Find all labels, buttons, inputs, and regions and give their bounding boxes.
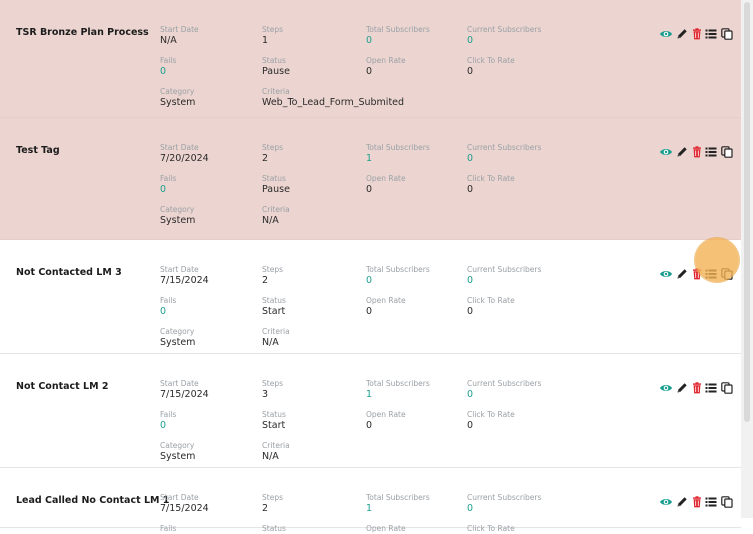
click-to-rate-label: Click To Rate <box>467 410 515 419</box>
current-subscribers-value[interactable]: 0 <box>467 389 474 400</box>
process-row <box>0 240 741 354</box>
steps-value: 3 <box>262 389 269 400</box>
pencil-icon[interactable] <box>675 267 689 281</box>
fails-field <box>160 174 176 196</box>
fails-value[interactable]: 0 <box>160 184 167 195</box>
start-date-value: 7/20/2024 <box>160 153 209 164</box>
status-field <box>262 174 290 196</box>
open-rate-field <box>366 296 406 318</box>
fails-field <box>160 296 176 318</box>
total-subscribers-label: Total Subscribers <box>366 265 430 274</box>
start-date-field <box>160 379 209 401</box>
click-to-rate-label: Click To Rate <box>467 56 515 65</box>
start-date-label: Start Date <box>160 265 199 274</box>
criteria-value: N/A <box>262 215 279 226</box>
list-icon[interactable] <box>704 145 718 159</box>
fails-field <box>160 524 176 534</box>
steps-field <box>262 493 283 515</box>
click-to-rate-value: 0 <box>467 184 474 195</box>
click-to-rate-label: Click To Rate <box>467 174 515 183</box>
click-to-rate-value: 0 <box>467 66 474 77</box>
criteria-label: Criteria <box>262 327 290 336</box>
pencil-icon[interactable] <box>675 145 689 159</box>
process-row <box>0 468 741 533</box>
eye-icon[interactable] <box>659 27 673 41</box>
click-to-rate-value: 0 <box>467 420 474 431</box>
total-subscribers-value[interactable]: 1 <box>366 153 373 164</box>
pencil-icon[interactable] <box>675 381 689 395</box>
start-date-label: Start Date <box>160 25 199 34</box>
criteria-field <box>262 441 290 463</box>
total-subscribers-value[interactable]: 0 <box>366 275 373 286</box>
start-date-field <box>160 265 209 287</box>
start-date-value: 7/15/2024 <box>160 275 209 286</box>
fails-label: Fails <box>160 174 177 183</box>
process-name: TSR Bronze Plan Process <box>16 27 149 38</box>
current-subscribers-field <box>467 493 541 515</box>
start-date-label: Start Date <box>160 143 199 152</box>
trash-icon[interactable] <box>690 27 704 41</box>
click-to-rate-label: Click To Rate <box>467 296 515 305</box>
current-subscribers-field <box>467 379 541 401</box>
fails-value[interactable]: 0 <box>160 66 167 77</box>
total-subscribers-value[interactable]: 1 <box>366 503 373 514</box>
current-subscribers-field <box>467 265 541 287</box>
category-label: Category <box>160 205 195 214</box>
row-actions <box>659 145 739 161</box>
total-subscribers-label: Total Subscribers <box>366 143 430 152</box>
open-rate-label: Open Rate <box>366 410 406 419</box>
steps-label: Steps <box>262 379 283 388</box>
total-subscribers-field <box>366 265 430 287</box>
open-rate-field <box>366 174 406 196</box>
total-subscribers-label: Total Subscribers <box>366 493 430 502</box>
status-field <box>262 296 286 318</box>
current-subscribers-label: Current Subscribers <box>467 379 542 388</box>
category-value: System <box>160 97 196 108</box>
copy-icon[interactable] <box>720 27 734 41</box>
open-rate-label: Open Rate <box>366 56 406 65</box>
row-actions <box>659 495 739 511</box>
click-to-rate-field <box>467 296 515 318</box>
click-to-rate-label: Click To Rate <box>467 524 515 533</box>
start-date-field <box>160 143 209 165</box>
total-subscribers-value[interactable]: 1 <box>366 389 373 400</box>
open-rate-label: Open Rate <box>366 296 406 305</box>
fails-field <box>160 410 176 432</box>
open-rate-field <box>366 56 406 78</box>
criteria-label: Criteria <box>262 87 290 96</box>
current-subscribers-value[interactable]: 0 <box>467 503 474 514</box>
current-subscribers-label: Current Subscribers <box>467 25 542 34</box>
criteria-field <box>262 327 290 349</box>
status-field <box>262 524 286 534</box>
steps-field <box>262 265 283 287</box>
steps-value: 2 <box>262 153 269 164</box>
steps-label: Steps <box>262 265 283 274</box>
status-field <box>262 410 286 432</box>
steps-label: Steps <box>262 143 283 152</box>
click-to-rate-field <box>467 410 515 432</box>
steps-value: 2 <box>262 275 269 286</box>
process-name: Lead Called No Contact LM 1 <box>16 495 170 506</box>
criteria-field <box>262 87 404 109</box>
click-to-rate-field <box>467 524 515 534</box>
start-date-value: 7/15/2024 <box>160 389 209 400</box>
status-label: Status <box>262 296 286 305</box>
start-date-label: Start Date <box>160 493 199 502</box>
total-subscribers-field <box>366 143 430 165</box>
steps-field <box>262 143 283 165</box>
trash-icon[interactable] <box>690 381 704 395</box>
steps-value: 1 <box>262 35 269 46</box>
status-value: Pause <box>262 184 290 195</box>
eye-icon[interactable] <box>659 495 673 509</box>
start-date-field <box>160 493 209 515</box>
status-label: Status <box>262 56 286 65</box>
current-subscribers-label: Current Subscribers <box>467 143 542 152</box>
trash-icon[interactable] <box>690 145 704 159</box>
start-date-label: Start Date <box>160 379 199 388</box>
click-to-rate-field <box>467 174 515 196</box>
row-actions <box>659 267 739 283</box>
open-rate-field <box>366 524 406 534</box>
copy-icon[interactable] <box>720 381 734 395</box>
category-value: System <box>160 215 196 226</box>
open-rate-value: 0 <box>366 184 373 195</box>
fails-label: Fails <box>160 296 177 305</box>
criteria-value: N/A <box>262 451 279 462</box>
click-to-rate-field <box>467 56 515 78</box>
copy-icon[interactable] <box>720 495 734 509</box>
click-to-rate-value: 0 <box>467 306 474 317</box>
pencil-icon[interactable] <box>675 27 689 41</box>
category-label: Category <box>160 441 195 450</box>
process-row <box>0 118 741 240</box>
category-field <box>160 87 195 109</box>
trash-icon[interactable] <box>690 267 704 281</box>
eye-icon[interactable] <box>659 381 673 395</box>
category-field <box>160 327 195 349</box>
fails-field <box>160 56 176 78</box>
open-rate-label: Open Rate <box>366 524 406 533</box>
total-subscribers-label: Total Subscribers <box>366 25 430 34</box>
scrollbar-thumb[interactable] <box>744 2 750 422</box>
process-row <box>0 0 741 118</box>
process-name: Not Contact LM 2 <box>16 381 109 392</box>
current-subscribers-value[interactable]: 0 <box>467 275 474 286</box>
fails-value[interactable]: 0 <box>160 420 167 431</box>
start-date-value: N/A <box>160 35 177 46</box>
current-subscribers-value[interactable]: 0 <box>467 35 474 46</box>
scrollbar[interactable] <box>741 0 753 518</box>
total-subscribers-value[interactable]: 0 <box>366 35 373 46</box>
category-value: System <box>160 337 196 348</box>
criteria-label: Criteria <box>262 205 290 214</box>
category-field <box>160 205 195 227</box>
copy-icon[interactable] <box>720 145 734 159</box>
fails-label: Fails <box>160 56 177 65</box>
fails-label: Fails <box>160 524 177 533</box>
criteria-value: Web_To_Lead_Form_Submited <box>262 97 405 108</box>
process-name: Not Contacted LM 3 <box>16 267 122 278</box>
steps-value: 2 <box>262 503 269 514</box>
category-label: Category <box>160 327 195 336</box>
criteria-field <box>262 205 290 227</box>
list-icon[interactable] <box>704 381 718 395</box>
total-subscribers-field <box>366 25 430 47</box>
steps-label: Steps <box>262 493 283 502</box>
criteria-label: Criteria <box>262 441 290 450</box>
category-value: System <box>160 451 196 462</box>
current-subscribers-field <box>467 143 541 165</box>
pencil-icon[interactable] <box>675 495 689 509</box>
open-rate-value: 0 <box>366 420 373 431</box>
current-subscribers-label: Current Subscribers <box>467 493 542 502</box>
open-rate-value: 0 <box>366 66 373 77</box>
list-icon[interactable] <box>704 267 718 281</box>
fails-value[interactable]: 0 <box>160 306 167 317</box>
list-icon[interactable] <box>704 495 718 509</box>
status-value: Pause <box>262 66 290 77</box>
fails-label: Fails <box>160 410 177 419</box>
open-rate-label: Open Rate <box>366 174 406 183</box>
status-label: Status <box>262 410 286 419</box>
category-label: Category <box>160 87 195 96</box>
open-rate-value: 0 <box>366 306 373 317</box>
steps-label: Steps <box>262 25 283 34</box>
current-subscribers-field <box>467 25 541 47</box>
eye-icon[interactable] <box>659 267 673 281</box>
status-label: Status <box>262 524 286 533</box>
row-actions <box>659 381 739 397</box>
list-icon[interactable] <box>704 27 718 41</box>
process-row <box>0 354 741 468</box>
trash-icon[interactable] <box>690 495 704 509</box>
process-name: Test Tag <box>16 145 60 156</box>
criteria-value: N/A <box>262 337 279 348</box>
category-field <box>160 441 195 463</box>
eye-icon[interactable] <box>659 145 673 159</box>
start-date-field <box>160 25 199 47</box>
total-subscribers-field <box>366 379 430 401</box>
steps-field <box>262 379 283 401</box>
current-subscribers-value[interactable]: 0 <box>467 153 474 164</box>
status-value: Start <box>262 420 286 431</box>
status-field <box>262 56 290 78</box>
status-value: Start <box>262 306 286 317</box>
start-date-value: 7/15/2024 <box>160 503 209 514</box>
current-subscribers-label: Current Subscribers <box>467 265 542 274</box>
total-subscribers-label: Total Subscribers <box>366 379 430 388</box>
row-actions <box>659 27 739 43</box>
status-label: Status <box>262 174 286 183</box>
open-rate-field <box>366 410 406 432</box>
steps-field <box>262 25 283 47</box>
copy-icon[interactable] <box>720 267 734 281</box>
total-subscribers-field <box>366 493 430 515</box>
